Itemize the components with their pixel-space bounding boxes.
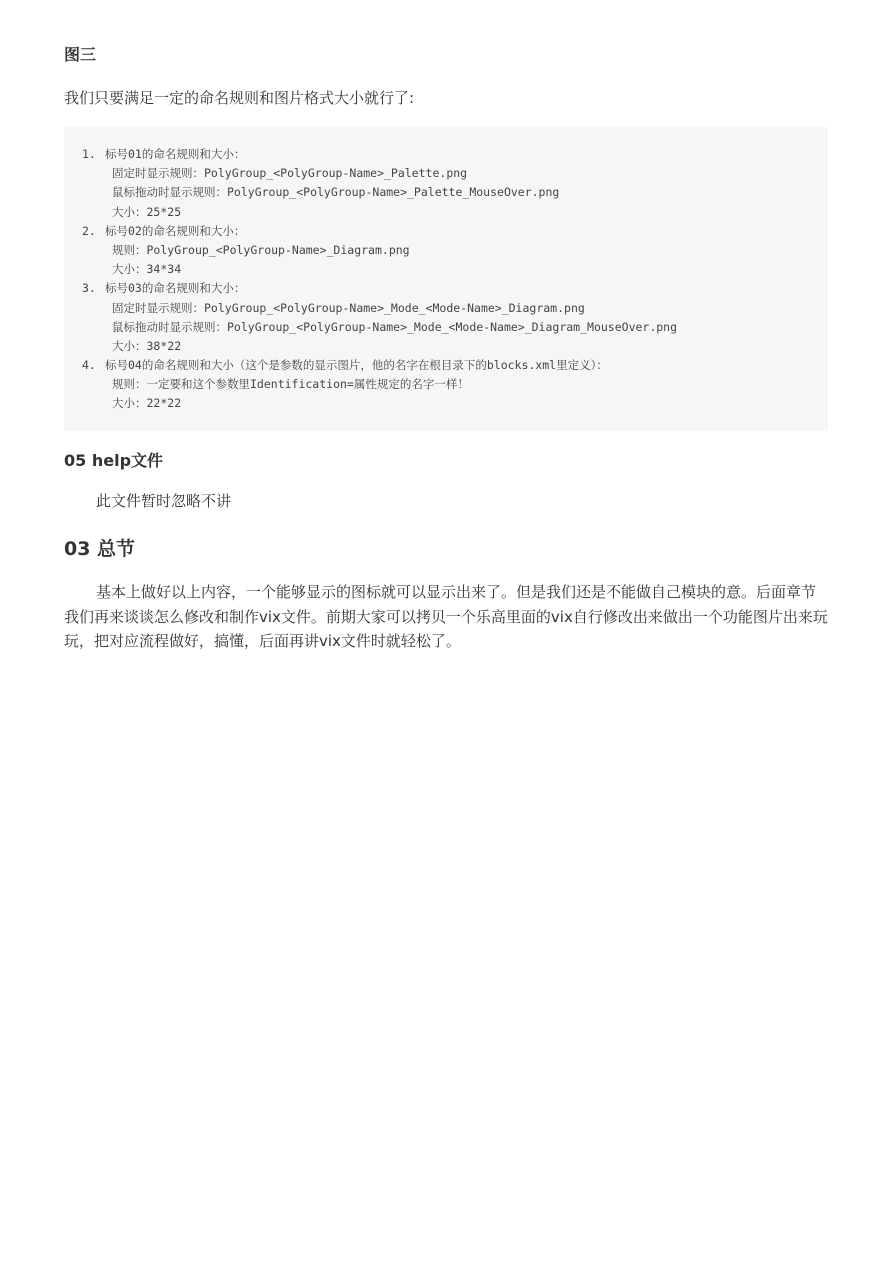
code-item-title: 标号04的命名规则和大小（这个是参数的显示图片，他的名字在根目录下的blocks.xml里定义）： xyxy=(105,358,608,373)
code-sub-line: 固定时显示规则：PolyGroup_<PolyGroup-Name>_Palette.png xyxy=(112,166,468,181)
intro-paragraph: 我们只要满足一定的命名规则和图片格式大小就行了: xyxy=(64,89,415,107)
code-list-item xyxy=(82,279,828,298)
code-list-item xyxy=(82,145,828,164)
code-sub-line: 规则：一定要和这个参数里Identification=属性规定的名字一样！ xyxy=(112,377,469,392)
code-sub-line: 固定时显示规则：PolyGroup_<PolyGroup-Name>_Mode_<Mode-Name>_Diagram.png xyxy=(112,300,585,315)
code-item-number: 4. xyxy=(82,358,96,373)
code-item-number: 3. xyxy=(82,281,96,296)
code-block xyxy=(64,127,828,431)
figure-caption: 图三 xyxy=(64,45,97,64)
code-sub-line: 鼠标拖动时显示规则：PolyGroup_<PolyGroup-Name>_Palette_MouseOver.png xyxy=(112,185,560,200)
code-sub-line: 大小：22*22 xyxy=(112,396,182,411)
section-heading-help: 05 help文件 xyxy=(64,451,164,470)
code-item-title: 标号01的命名规则和大小： xyxy=(105,147,246,161)
help-paragraph: 此文件暂时忽略不讲 xyxy=(96,492,232,510)
code-item-number: 1. xyxy=(82,147,96,161)
code-item-number: 2. xyxy=(82,223,96,238)
code-item-title: 标号03的命名规则和大小： xyxy=(105,281,246,296)
code-list-item xyxy=(82,356,828,375)
summary-paragraph: 基本上做好以上内容，一个能够显示的图标就可以显示出来了。但是我们还是不能做自己模块的意。后面章节我们再来谈谈怎么修改和制作vix文件。前期大家可以拷贝一个乐高里面的vix自行修改出来做出一个功能图片出来玩玩，把对应流程做好，搞懂，后面再讲vix文件时就轻松了。 xyxy=(64,583,828,650)
code-sub-line: 大小：25*25 xyxy=(112,204,182,219)
code-list-item xyxy=(82,222,828,241)
code-item-title: 标号02的命名规则和大小： xyxy=(105,223,246,238)
code-sub-line: 鼠标拖动时显示规则：PolyGroup_<PolyGroup-Name>_Mode_<Mode-Name>_Diagram_MouseOver.png xyxy=(112,319,678,334)
section-heading-summary: 03 总节 xyxy=(64,538,136,560)
code-sub-line: 大小：34*34 xyxy=(112,262,182,277)
code-sub-line: 大小：38*22 xyxy=(112,338,182,353)
code-sub-line: 规则：PolyGroup_<PolyGroup-Name>_Diagram.png xyxy=(112,242,410,257)
